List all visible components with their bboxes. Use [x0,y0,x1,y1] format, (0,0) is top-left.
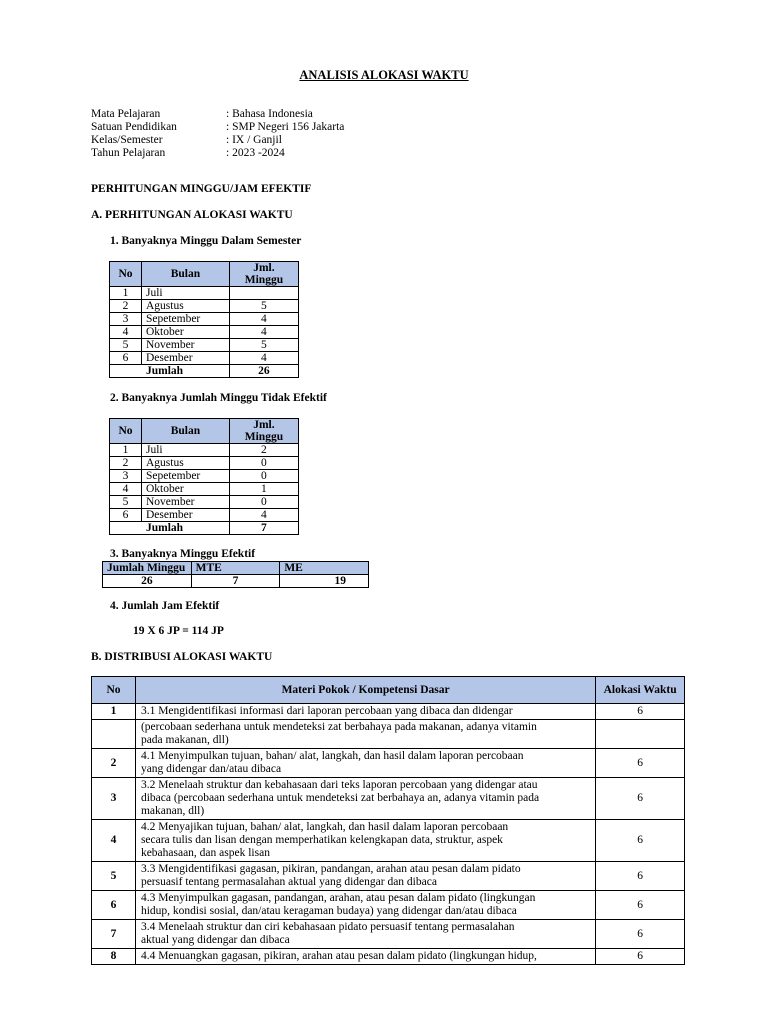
sub-heading-3: 3. Banyaknya Minggu Efektif [110,548,256,560]
cell-no: 1 [92,704,136,720]
total-value: 26 [229,365,298,378]
cell-materi [135,820,595,862]
cell-jml: 4 [229,313,298,326]
section-b-heading: B. DISTRIBUSI ALOKASI WAKTU [91,651,273,663]
table-minggu-efektif [102,561,369,588]
cell-materi [135,891,595,920]
header-row [103,562,369,575]
info-value: : 2023 -2024 [226,147,285,159]
table-row [92,704,685,720]
table-distribusi [91,676,685,965]
cell-no: 1 [110,444,142,457]
cell-bulan: Oktober [141,483,229,496]
cell-no: 5 [110,339,142,352]
info-value: : Bahasa Indonesia [226,108,313,120]
materi-line: 4.4 Menuangkan gagasan, pikiran, arahan atau pesan dalam pidato (lingkungan hidup, [140,950,537,962]
table-row [110,444,299,457]
materi-line: 3.4 Menelaah struktur dan ciri kebahasaan pidato persuasif tentang permasalahan [140,921,515,933]
cell-alokasi: 6 [596,862,685,891]
cell-no [92,720,136,749]
cell-no: 3 [92,778,136,820]
materi-line: kebahasaan, dan aspek lisan [140,847,270,859]
column-header: MTE [191,562,280,575]
cell-no: 4 [92,820,136,862]
cell-no: 2 [110,457,142,470]
cell-alokasi: 6 [596,820,685,862]
table-row [110,313,299,326]
materi-line: persuasif tentang permasalahan aktual yang didengar dan dibaca [140,876,437,888]
table-row [92,820,685,862]
info-value: : SMP Negeri 156 Jakarta [226,121,345,133]
cell-jml: 4 [229,326,298,339]
cell-bulan: November [141,496,229,509]
cell-me: 19 [280,575,369,588]
table-row [110,457,299,470]
heading-main: PERHITUNGAN MINGGU/JAM EFEKTIF [91,183,312,195]
sub-heading-1: 1. Banyaknya Minggu Dalam Semester [110,235,302,247]
total-row [110,365,299,378]
cell-alokasi: 6 [596,891,685,920]
section-a-heading: A. PERHITUNGAN ALOKASI WAKTU [91,209,293,221]
info-label: Tahun Pelajaran [91,147,166,159]
cell-alokasi: 6 [596,949,685,965]
materi-line: makanan, dll) [140,805,205,817]
table-row [110,509,299,522]
table-row [92,949,685,965]
cell-no: 3 [110,313,142,326]
table-row [110,300,299,313]
column-header: Alokasi Waktu [596,677,685,704]
cell-jml: 4 [229,509,298,522]
cell-bulan: Desember [141,352,229,365]
cell-no: 6 [110,352,142,365]
cell-alokasi: 6 [596,778,685,820]
cell-materi [135,949,595,965]
table-row [110,483,299,496]
cell-alokasi: 6 [596,704,685,720]
table-row [110,352,299,365]
sub-heading-4: 4. Jumlah Jam Efektif [110,600,220,612]
materi-line: (percobaan sederhana untuk mendeteksi zat berbahaya pada makanan, adanya vitamin [140,721,537,733]
cell-jml: 5 [229,300,298,313]
column-header: Bulan [141,262,229,287]
cell-bulan: Sepetember [141,470,229,483]
cell-bulan: Sepetember [141,313,229,326]
materi-line: 4.3 Menyimpulkan gagasan, pandangan, arahan, atau pesan dalam pidato (lingkungan [140,892,536,904]
cell-alokasi [596,720,685,749]
cell-bulan: Desember [141,509,229,522]
cell-jml [229,287,298,300]
header-row [110,262,299,287]
table-row [110,287,299,300]
table-row [92,778,685,820]
materi-line: aktual yang didengar dan dibaca [140,934,290,946]
page-title: ANALISIS ALOKASI WAKTU [299,68,469,82]
total-value: 7 [229,522,298,535]
cell-jml: 0 [229,457,298,470]
column-header: No [92,677,136,704]
materi-line: dibaca (percobaan sederhana untuk mendeteksi zat berbahaya an, adanya vitamin pada [140,792,540,804]
cell-no: 5 [92,862,136,891]
jam-efektif-formula: 19 X 6 JP = 114 JP [133,625,224,637]
cell-bulan: Agustus [141,457,229,470]
materi-line: hidup, kondisi sosial, dan/atau keragaman budaya) yang didengar dan/atau dibaca [140,905,517,917]
table-row [110,339,299,352]
cell-no: 6 [110,509,142,522]
materi-line: 3.2 Menelaah struktur dan kebahasaan dari teks laporan percobaan yang didengar atau [140,779,538,791]
cell-jml: 2 [229,444,298,457]
total-label: Jumlah [110,365,230,378]
materi-line: yang didengar dan/atau dibaca [140,763,282,775]
table-row [110,326,299,339]
info-label: Satuan Pendidikan [91,121,177,133]
materi-line: 3.1 Mengidentifikasi informasi dari laporan percobaan yang dibaca dan didengar [140,705,513,717]
column-header: Jml. Minggu [229,419,298,444]
total-label: Jumlah [110,522,230,535]
cell-no: 6 [92,891,136,920]
materi-line: 4.2 Menyajikan tujuan, bahan/ alat, langkah, dan hasil dalam laporan percobaan [140,821,509,833]
column-header: ME [280,562,369,575]
cell-no: 5 [110,496,142,509]
cell-materi [135,778,595,820]
cell-jumlah-minggu: 26 [103,575,192,588]
cell-bulan: November [141,339,229,352]
cell-jml: 0 [229,496,298,509]
cell-materi [135,862,595,891]
column-header: Jml. Minggu [229,262,298,287]
table-minggu-semester [109,261,299,378]
cell-no: 1 [110,287,142,300]
cell-jml: 4 [229,352,298,365]
cell-no: 3 [110,470,142,483]
cell-bulan: Agustus [141,300,229,313]
table-row [110,496,299,509]
column-header: Bulan [141,419,229,444]
value-row [103,575,369,588]
cell-no: 2 [110,300,142,313]
table-row [110,470,299,483]
cell-no: 7 [92,920,136,949]
info-value: : IX / Ganjil [226,134,282,146]
cell-no: 4 [110,483,142,496]
table-row [92,749,685,778]
header-row [110,419,299,444]
column-header: No [110,419,142,444]
materi-line: secara tulis dan lisan dengan memperhatikan kelengkapan data, struktur, aspek [140,834,503,846]
cell-jml: 0 [229,470,298,483]
column-header: Materi Pokok / Kompetensi Dasar [135,677,595,704]
cell-mte: 7 [191,575,280,588]
cell-bulan: Juli [141,287,229,300]
cell-jml: 5 [229,339,298,352]
info-label: Mata Pelajaran [91,108,161,120]
cell-bulan: Juli [141,444,229,457]
table-row [92,720,685,749]
column-header: Jumlah Minggu [103,562,192,575]
table-row [92,920,685,949]
materi-line: pada makanan, dll) [140,734,229,746]
cell-no: 4 [110,326,142,339]
cell-bulan: Oktober [141,326,229,339]
cell-materi [135,704,595,720]
materi-line: 3.3 Mengidentifikasi gagasan, pikiran, pandangan, arahan atau pesan dalam pidato [140,863,521,875]
info-label: Kelas/Semester [91,134,163,146]
column-header: No [110,262,142,287]
header-row [92,677,685,704]
cell-no: 8 [92,949,136,965]
materi-line: 4.1 Menyimpulkan tujuan, bahan/ alat, langkah, dan hasil dalam laporan percobaan [140,750,524,762]
cell-alokasi: 6 [596,920,685,949]
cell-materi [135,920,595,949]
table-row [92,862,685,891]
cell-jml: 1 [229,483,298,496]
sub-heading-2: 2. Banyaknya Jumlah Minggu Tidak Efektif [110,392,327,404]
cell-no: 2 [92,749,136,778]
cell-alokasi: 6 [596,749,685,778]
table-minggu-tidak-efektif [109,418,299,535]
total-row [110,522,299,535]
cell-materi [135,749,595,778]
table-row [92,891,685,920]
cell-materi [135,720,595,749]
